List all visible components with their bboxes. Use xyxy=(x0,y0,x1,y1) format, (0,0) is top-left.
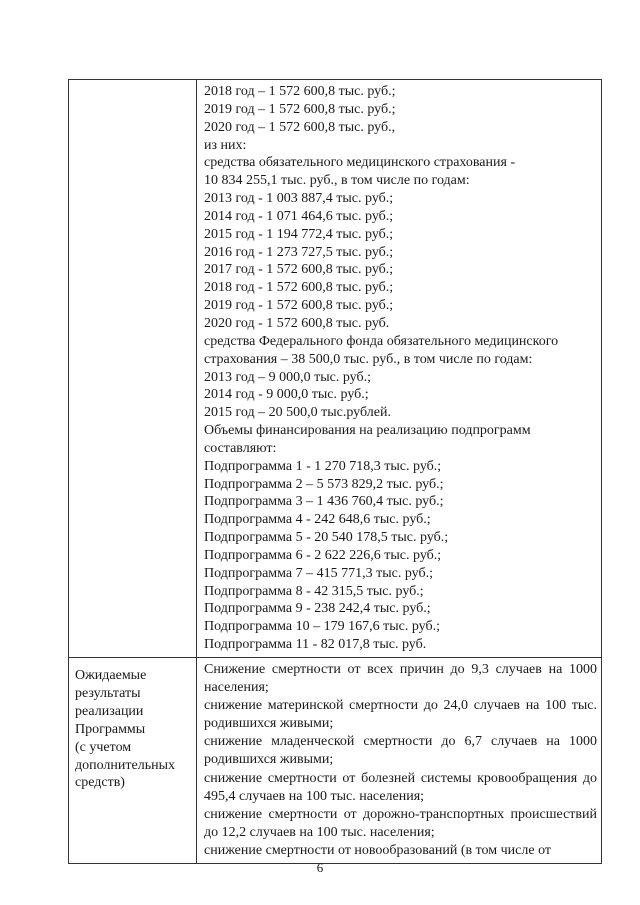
result-item: снижение материнской смертности до 24,0 случаев на 100 тыс. родившихся живыми; xyxy=(204,698,597,732)
funding-line: 2015 год - 1 194 772,4 тыс. руб.; xyxy=(204,226,394,242)
funding-line: Подпрограмма 5 - 20 540 178,5 тыс. руб.; xyxy=(204,530,449,546)
results-label-line: средств) xyxy=(75,775,125,791)
funding-line: составляют: xyxy=(204,440,277,456)
table-row xyxy=(69,658,602,864)
results-cell xyxy=(197,658,602,864)
funding-line: 2014 год - 1 071 464,6 тыс. руб.; xyxy=(204,208,394,224)
funding-line: 2017 год - 1 572 600,8 тыс. руб.; xyxy=(204,262,394,278)
table-row xyxy=(69,80,602,658)
result-item: снижение смертности от дорожно-транспортных происшествий до 12,2 случаев на 100 тыс. населения; xyxy=(204,806,597,840)
funding-line: Подпрограмма 7 – 415 771,3 тыс. руб.; xyxy=(204,565,433,581)
results-label-cell xyxy=(69,658,197,864)
empty-label-cell xyxy=(69,80,197,658)
funding-line: 2020 год – 1 572 600,8 тыс. руб., xyxy=(204,119,396,135)
results-label-line: Ожидаемые xyxy=(75,668,147,683)
funding-line: 2019 год – 1 572 600,8 тыс. руб.; xyxy=(204,101,396,117)
funding-line: 2019 год - 1 572 600,8 тыс. руб.; xyxy=(204,298,394,314)
program-passport-table xyxy=(68,79,602,864)
funding-line: 2018 год – 1 572 600,8 тыс. руб.; xyxy=(204,84,396,99)
funding-line: 10 834 255,1 тыс. руб., в том числе по годам: xyxy=(204,173,470,189)
results-label-line: Программы xyxy=(75,721,146,737)
funding-line: из них: xyxy=(204,137,247,153)
funding-line: Подпрограмма 11 - 82 017,8 тыс. руб. xyxy=(204,637,427,653)
funding-line: Подпрограмма 10 – 179 167,6 тыс. руб.; xyxy=(204,619,440,635)
funding-line: страхования – 38 500,0 тыс. руб., в том числе по годам: xyxy=(204,351,533,367)
funding-cell xyxy=(197,80,602,658)
funding-line: Подпрограмма 3 – 1 436 760,4 тыс. руб.; xyxy=(204,494,444,510)
funding-line: 2016 год - 1 273 727,5 тыс. руб.; xyxy=(204,244,394,260)
funding-line: Подпрограмма 8 - 42 315,5 тыс. руб.; xyxy=(204,583,424,599)
funding-line: 2015 год – 20 500,0 тыс.рублей. xyxy=(204,405,391,421)
page-number: 6 xyxy=(316,860,324,875)
funding-line: 2020 год - 1 572 600,8 тыс. руб. xyxy=(204,315,390,331)
results-label-line: результаты xyxy=(75,685,141,701)
result-item: Снижение смертности от всех причин до 9,3 случаев на 1000 населения; xyxy=(204,662,597,696)
funding-line: Объемы финансирования на реализацию подпрограмм xyxy=(204,423,531,439)
result-item: снижение смертности от болезней системы кровообращения до 495,4 случаев на 100 тыс. населения; xyxy=(204,770,597,804)
results-label-line: (с учетом xyxy=(75,739,132,755)
results-label-line: дополнительных xyxy=(75,757,176,773)
funding-line: Подпрограмма 6 - 2 622 226,6 тыс. руб.; xyxy=(204,547,442,563)
funding-line: 2013 год – 9 000,0 тыс. руб.; xyxy=(204,369,371,385)
funding-line: 2018 год - 1 572 600,8 тыс. руб.; xyxy=(204,280,394,296)
result-item: снижение смертности от новообразований (в том числе от xyxy=(204,842,552,858)
funding-line: Подпрограмма 2 – 5 573 829,2 тыс. руб.; xyxy=(204,476,444,492)
funding-line: 2014 год - 9 000,0 тыс. руб.; xyxy=(204,387,369,403)
funding-line: средства Федерального фонда обязательного медицинского xyxy=(204,333,559,349)
funding-line: Подпрограмма 9 - 238 242,4 тыс. руб.; xyxy=(204,601,431,617)
funding-line: Подпрограмма 1 - 1 270 718,3 тыс. руб.; xyxy=(204,458,442,474)
funding-line: Подпрограмма 4 - 242 648,6 тыс. руб.; xyxy=(204,512,431,528)
funding-line: средства обязательного медицинского страхования - xyxy=(204,155,516,171)
result-item: снижение младенческой смертности до 6,7 случаев на 1000 родившихся живыми; xyxy=(204,734,597,768)
funding-line: 2013 год - 1 003 887,4 тыс. руб.; xyxy=(204,191,394,207)
results-label-line: реализации xyxy=(75,703,144,719)
